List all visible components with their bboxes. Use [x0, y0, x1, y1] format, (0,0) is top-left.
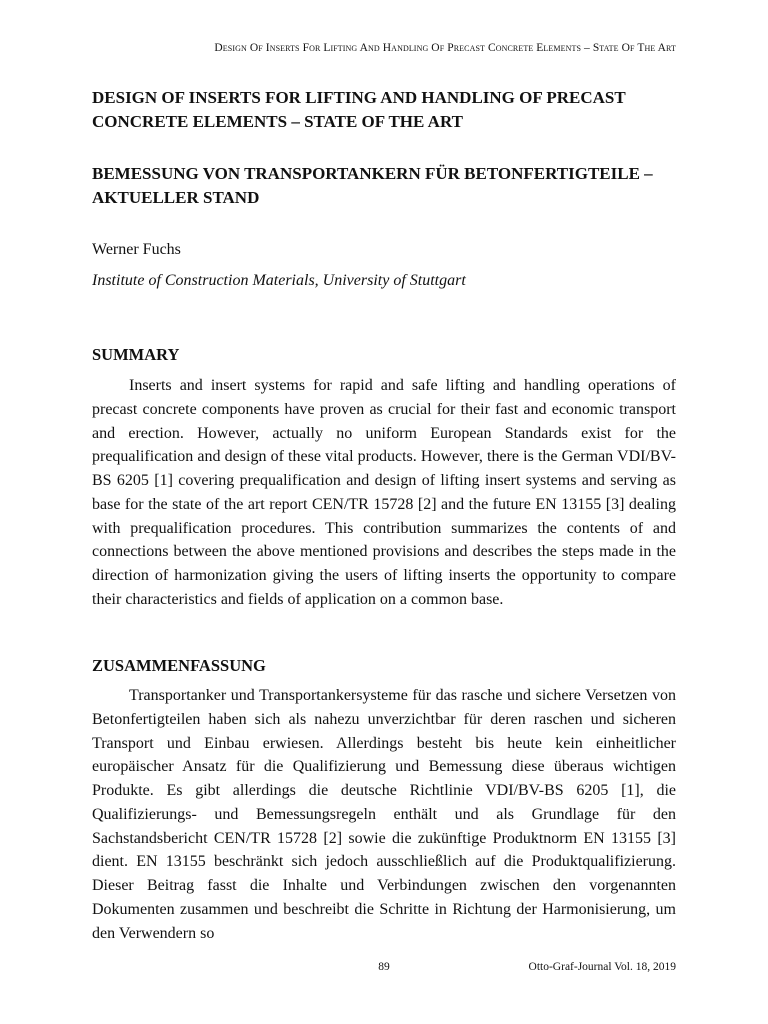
zusammenfassung-heading: ZUSAMMENFASSUNG: [92, 656, 266, 675]
summary-heading: SUMMARY: [92, 345, 180, 364]
summary-paragraph: Inserts and insert systems for rapid and safe lifting and handling operations of precast concrete components have proven as crucial for their fast and economic transport and erection. However, actually no uniform European Standards exist for the prequalification and design of these vital products. However, there is the German VDI/BV-BS 6205 [1] covering prequalification and design of lifting insert systems and serving as base for the state of the art report CEN/TR 15728 [2] and the future EN 13155 [3] dealing with prequalification procedures. This contribution summarizes the contents of and connections between the above mentioned provisions and describes the steps made in the direction of harmonization giving the users of lifting inserts the opportunity to compare their characteristics and fields of application on a common base.: [92, 377, 676, 608]
zusammenfassung-paragraph: Transportanker und Transportankersysteme für das rasche und sichere Versetzen von Betonfertigteilen haben sich als nahezu unverzichtbar für deren raschen und sicheren Transport und Einbau erwiesen. Allerdings besteht bis heute kein einheitlicher europäischer Ansatz für die Qualifizierung und Bemessung diese überaus wichtigen Produkte. Es gibt allerdings die deutsche Richtlinie VDI/BV-BS 6205 [1], die Qualifizierungs- und Bemessungsregeln enthält und als Grundlage für den Sachstandsbericht CEN/TR 15728 [2] sowie die zukünftige Produktnorm EN 13155 [3] dient. EN 13155 beschränkt sich jedoch ausschließlich auf die Produktqualifizierung. Dieser Beitrag fasst die Inhalte und Verbindungen zwischen den vorgenannten Dokumenten zusammen und beschreibt die Schritte in Richtung der Harmonisierung, um den Verwendern so: [92, 687, 676, 942]
author-affiliation: Institute of Construction Materials, University of Stuttgart: [92, 272, 466, 289]
page-number: 89: [378, 961, 390, 973]
paper-title-german: BEMESSUNG VON TRANSPORTANKERN FÜR BETONFERTIGTEILE – AKTUELLER STAND: [92, 164, 653, 207]
journal-citation: Otto-Graf-Journal Vol. 18, 2019: [528, 961, 676, 973]
author-name: Werner Fuchs: [92, 241, 181, 258]
paper-title-english: DESIGN OF INSERTS FOR LIFTING AND HANDLING OF PRECAST CONCRETE ELEMENTS – STATE OF THE ART: [92, 88, 626, 131]
running-head: Design Of Inserts For Lifting And Handling Of Precast Concrete Elements – State Of The Art: [214, 42, 676, 54]
